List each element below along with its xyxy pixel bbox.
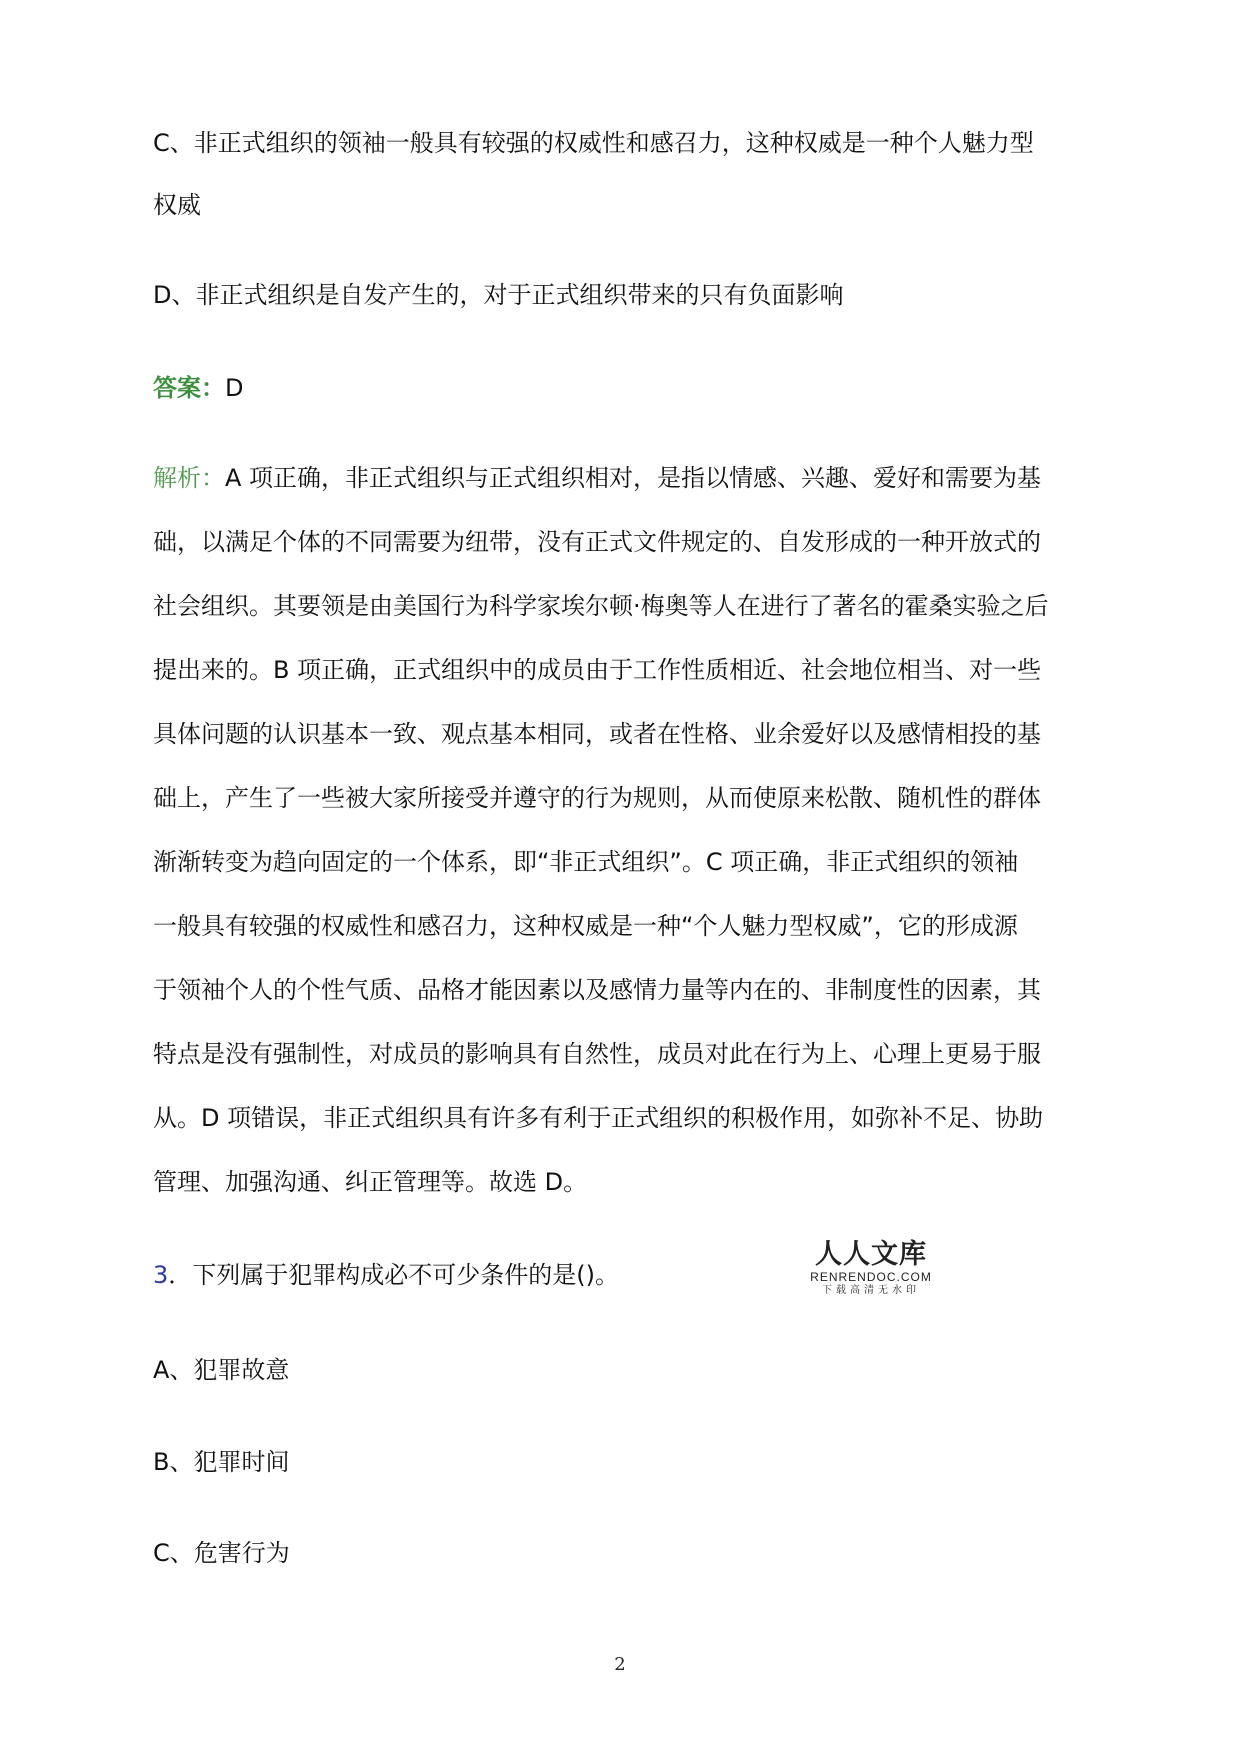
question-number: 3 xyxy=(153,1261,169,1289)
analysis-paragraph xyxy=(153,446,1083,1214)
watermark-title: 人人文库 xyxy=(815,1239,927,1270)
watermark-domain: RENRENDOC.COM xyxy=(810,1270,932,1284)
watermark-slogan: 下载高清无水印 xyxy=(822,1285,920,1296)
analysis-line: 提出来的。B 项正确，正式组织中的成员由于工作性质相近、社会地位相当、对一些 xyxy=(153,656,1042,684)
question-3-option-b: B、犯罪时间 xyxy=(153,1448,290,1476)
question-3-stem xyxy=(153,1259,619,1291)
prev-option-c-line2: 权威 xyxy=(153,191,201,219)
prev-option-d: D、非正式组织是自发产生的，对于正式组织带来的只有负面影响 xyxy=(153,281,844,309)
analysis-line: 从。D 项错误，非正式组织具有许多有利于正式组织的积极作用，如弥补不足、协助 xyxy=(153,1104,1044,1132)
analysis-line: 一般具有较强的权威性和感召力，这种权威是一种“个人魅力型权威”，它的形成源 xyxy=(153,912,1018,940)
question-separator: ． xyxy=(168,1261,193,1289)
answer-label: 答案： xyxy=(153,374,225,402)
question-3-option-a: A、犯罪故意 xyxy=(153,1356,290,1384)
analysis-line: 渐渐转变为趋向固定的一个体系，即“非正式组织”。C 项正确，非正式组织的领袖 xyxy=(153,848,1019,876)
analysis-line: 管理、加强沟通、纠正管理等。故选 D。 xyxy=(153,1168,588,1196)
prev-option-c-line1: C、非正式组织的领袖一般具有较强的权威性和感召力，这种权威是一种个人魅力型 xyxy=(153,129,1034,157)
analysis-line: 具体问题的认识基本一致、观点基本相同，或者在性格、业余爱好以及感情相投的基 xyxy=(153,720,1041,748)
analysis-line: 解析：A 项正确，非正式组织与正式组织相对，是指以情感、兴趣、爱好和需要为基 xyxy=(153,464,1042,492)
analysis-line: 于领袖个人的个性气质、品格才能因素以及感情力量等内在的、非制度性的因素，其 xyxy=(153,976,1041,1004)
analysis-line: 特点是没有强制性，对成员的影响具有自然性，成员对此在行为上、心理上更易于服 xyxy=(153,1040,1041,1068)
answer-value: D xyxy=(225,374,244,402)
analysis-line: 础上，产生了一些被大家所接受并遵守的行为规则，从而使原来松散、随机性的群体 xyxy=(153,784,1041,812)
answer-line xyxy=(153,372,243,404)
page-number: 2 xyxy=(614,1654,626,1675)
watermark-logo xyxy=(806,1240,936,1298)
analysis-line: 社会组织。其要领是由美国行为科学家埃尔顿·梅奥等人在进行了著名的霍桑实验之后 xyxy=(153,592,1049,620)
analysis-line: 础，以满足个体的不同需要为纽带，没有正式文件规定的、自发形成的一种开放式的 xyxy=(153,528,1041,556)
question-3-option-c: C、危害行为 xyxy=(153,1539,290,1567)
question-text: 下列属于犯罪构成必不可少条件的是()。 xyxy=(192,1261,620,1289)
analysis-label: 解析： xyxy=(153,464,225,492)
